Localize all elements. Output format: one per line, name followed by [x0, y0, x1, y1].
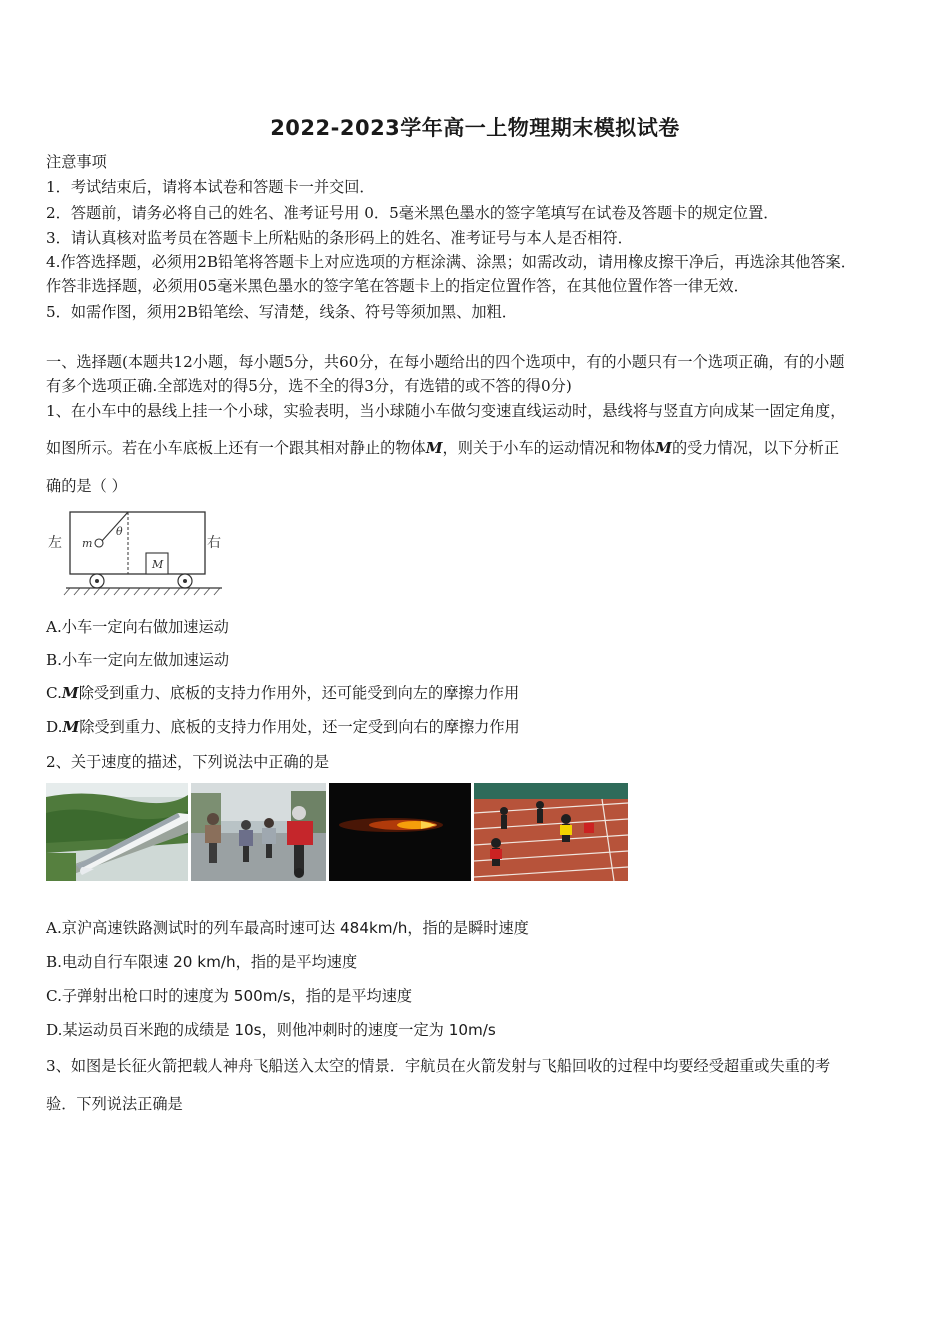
ball-label: m	[82, 537, 93, 550]
option-text: 除受到重力、底板的支持力作用处，还一定受到向右的摩擦力作用	[79, 718, 520, 736]
high-speed-train-photo	[46, 783, 188, 881]
option-text: ，指的是瞬时速度	[407, 919, 529, 937]
option-text: 除受到重力、底板的支持力作用外，还可能受到向左的摩擦力作用	[78, 684, 520, 702]
q1-text: 的受力情况，以下分析正	[671, 439, 839, 457]
notice-item: 5．如需作图，须用2B铅笔绘、写清楚，线条、符号等须加黑、加粗．	[46, 303, 517, 321]
right-label: 右	[207, 535, 221, 551]
question-1-stem	[46, 438, 839, 458]
option-text: ，指的是平均速度	[290, 987, 413, 1005]
question-3-stem: 3、如图是长征火箭把载人神舟飞船送入太空的情景．宇航员在火箭发射与飞船回收的过程中均要经受超重或失重的考	[46, 1057, 831, 1075]
question-1-stem: 确的是（ ）	[46, 477, 127, 495]
option-text: C.子弹射出枪口时的速度为	[46, 987, 234, 1005]
option-text: ，则他冲刺时的速度一定为	[261, 1021, 449, 1039]
option-text: D.某运动员百米跑的成绩是	[46, 1021, 235, 1039]
question-2-photos	[46, 783, 628, 881]
var-M: M	[61, 684, 79, 702]
option-b[interactable]	[46, 952, 357, 972]
option-text: A.京沪高速铁路测试时的列车最高时速可达	[46, 919, 340, 937]
option-text: 小车一定向右做加速运动	[61, 618, 229, 636]
sprint-race-photo	[474, 783, 628, 881]
ground-hatching	[64, 588, 220, 595]
speed-value: 484km/h	[340, 919, 408, 937]
option-a[interactable]	[46, 617, 229, 637]
wheel-hub	[183, 579, 187, 583]
var-M: M	[425, 439, 443, 457]
option-label: D.	[46, 718, 63, 736]
option-label: A.	[46, 618, 62, 636]
notice-item: 1．考试结束后，请将本试卷和答题卡一并交回．	[46, 178, 375, 196]
section-instruction: 一、选择题(本题共12小题，每小题5分，共60分，在每小题给出的四个选项中，有的小题只有一个选项正确，有的小题	[46, 353, 845, 371]
question-2-stem: 2、关于速度的描述，下列说法中正确的是	[46, 753, 330, 771]
left-label: 左	[48, 535, 62, 551]
option-d[interactable]	[46, 717, 520, 737]
option-text: B.电动自行车限速	[46, 953, 174, 971]
option-a[interactable]	[46, 918, 529, 938]
option-d[interactable]	[46, 1020, 496, 1040]
option-c[interactable]	[46, 683, 519, 703]
pendulum-string	[101, 512, 128, 542]
option-text: 小车一定向左做加速运动	[62, 651, 230, 669]
speed-value: 20 km/h	[173, 953, 236, 971]
section-instruction: 有多个选项正确.全部选对的得5分，选不全的得3分，有选错的或不答的得0分)	[46, 377, 572, 395]
electric-bike-riders-photo	[191, 783, 326, 881]
speed-value: 10m/s	[448, 1021, 496, 1039]
option-label: B.	[46, 651, 62, 669]
question-1-stem: 1、在小车中的悬线上挂一个小球，实验表明，当小球随小车做匀变速直线运动时，悬线将与竖直方向成某一固定角度，	[46, 402, 846, 420]
var-M: M	[62, 718, 80, 736]
q1-text: 如图所示。若在小车底板上还有一个跟其相对静止的物体	[46, 439, 426, 457]
pendulum-ball	[95, 539, 103, 547]
speed-value: 500m/s	[233, 987, 291, 1005]
bullet-muzzle-photo	[329, 783, 471, 881]
notice-heading: 注意事项	[46, 153, 107, 171]
option-b[interactable]	[46, 650, 229, 670]
question-3-stem: 验．下列说法正确是	[46, 1095, 183, 1113]
notice-item: 3．请认真核对监考员在答题卡上所粘贴的条形码上的姓名、准考证号与本人是否相符．	[46, 229, 633, 247]
option-text: ，指的是平均速度	[235, 953, 358, 971]
cart-pendulum-figure	[46, 505, 236, 601]
option-c[interactable]	[46, 986, 412, 1006]
block-label: M	[152, 558, 164, 571]
wheel-hub	[95, 579, 99, 583]
angle-label: θ	[116, 525, 123, 538]
notice-item: 2．答题前，请务必将自己的姓名、准考证号用 0．5毫米黑色墨水的签字笔填写在试卷及答题卡的规定位置．	[46, 204, 779, 222]
time-value: 10s	[234, 1021, 262, 1039]
var-M: M	[655, 439, 672, 457]
page-title: 2022-2023学年高一上物理期末模拟试卷	[270, 116, 680, 140]
option-label: C.	[46, 684, 62, 702]
q1-text: ，则关于小车的运动情况和物体	[442, 439, 656, 457]
notice-item: 作答非选择题，必须用05毫米黑色墨水的签字笔在答题卡上的指定位置作答，在其他位置作答一律无效．	[46, 277, 749, 295]
notice-item: 4.作答选择题，必须用2B铅笔将答题卡上对应选项的方框涂满、涂黑；如需改动，请用橡皮擦干净后，再选涂其他答案．	[46, 253, 856, 271]
